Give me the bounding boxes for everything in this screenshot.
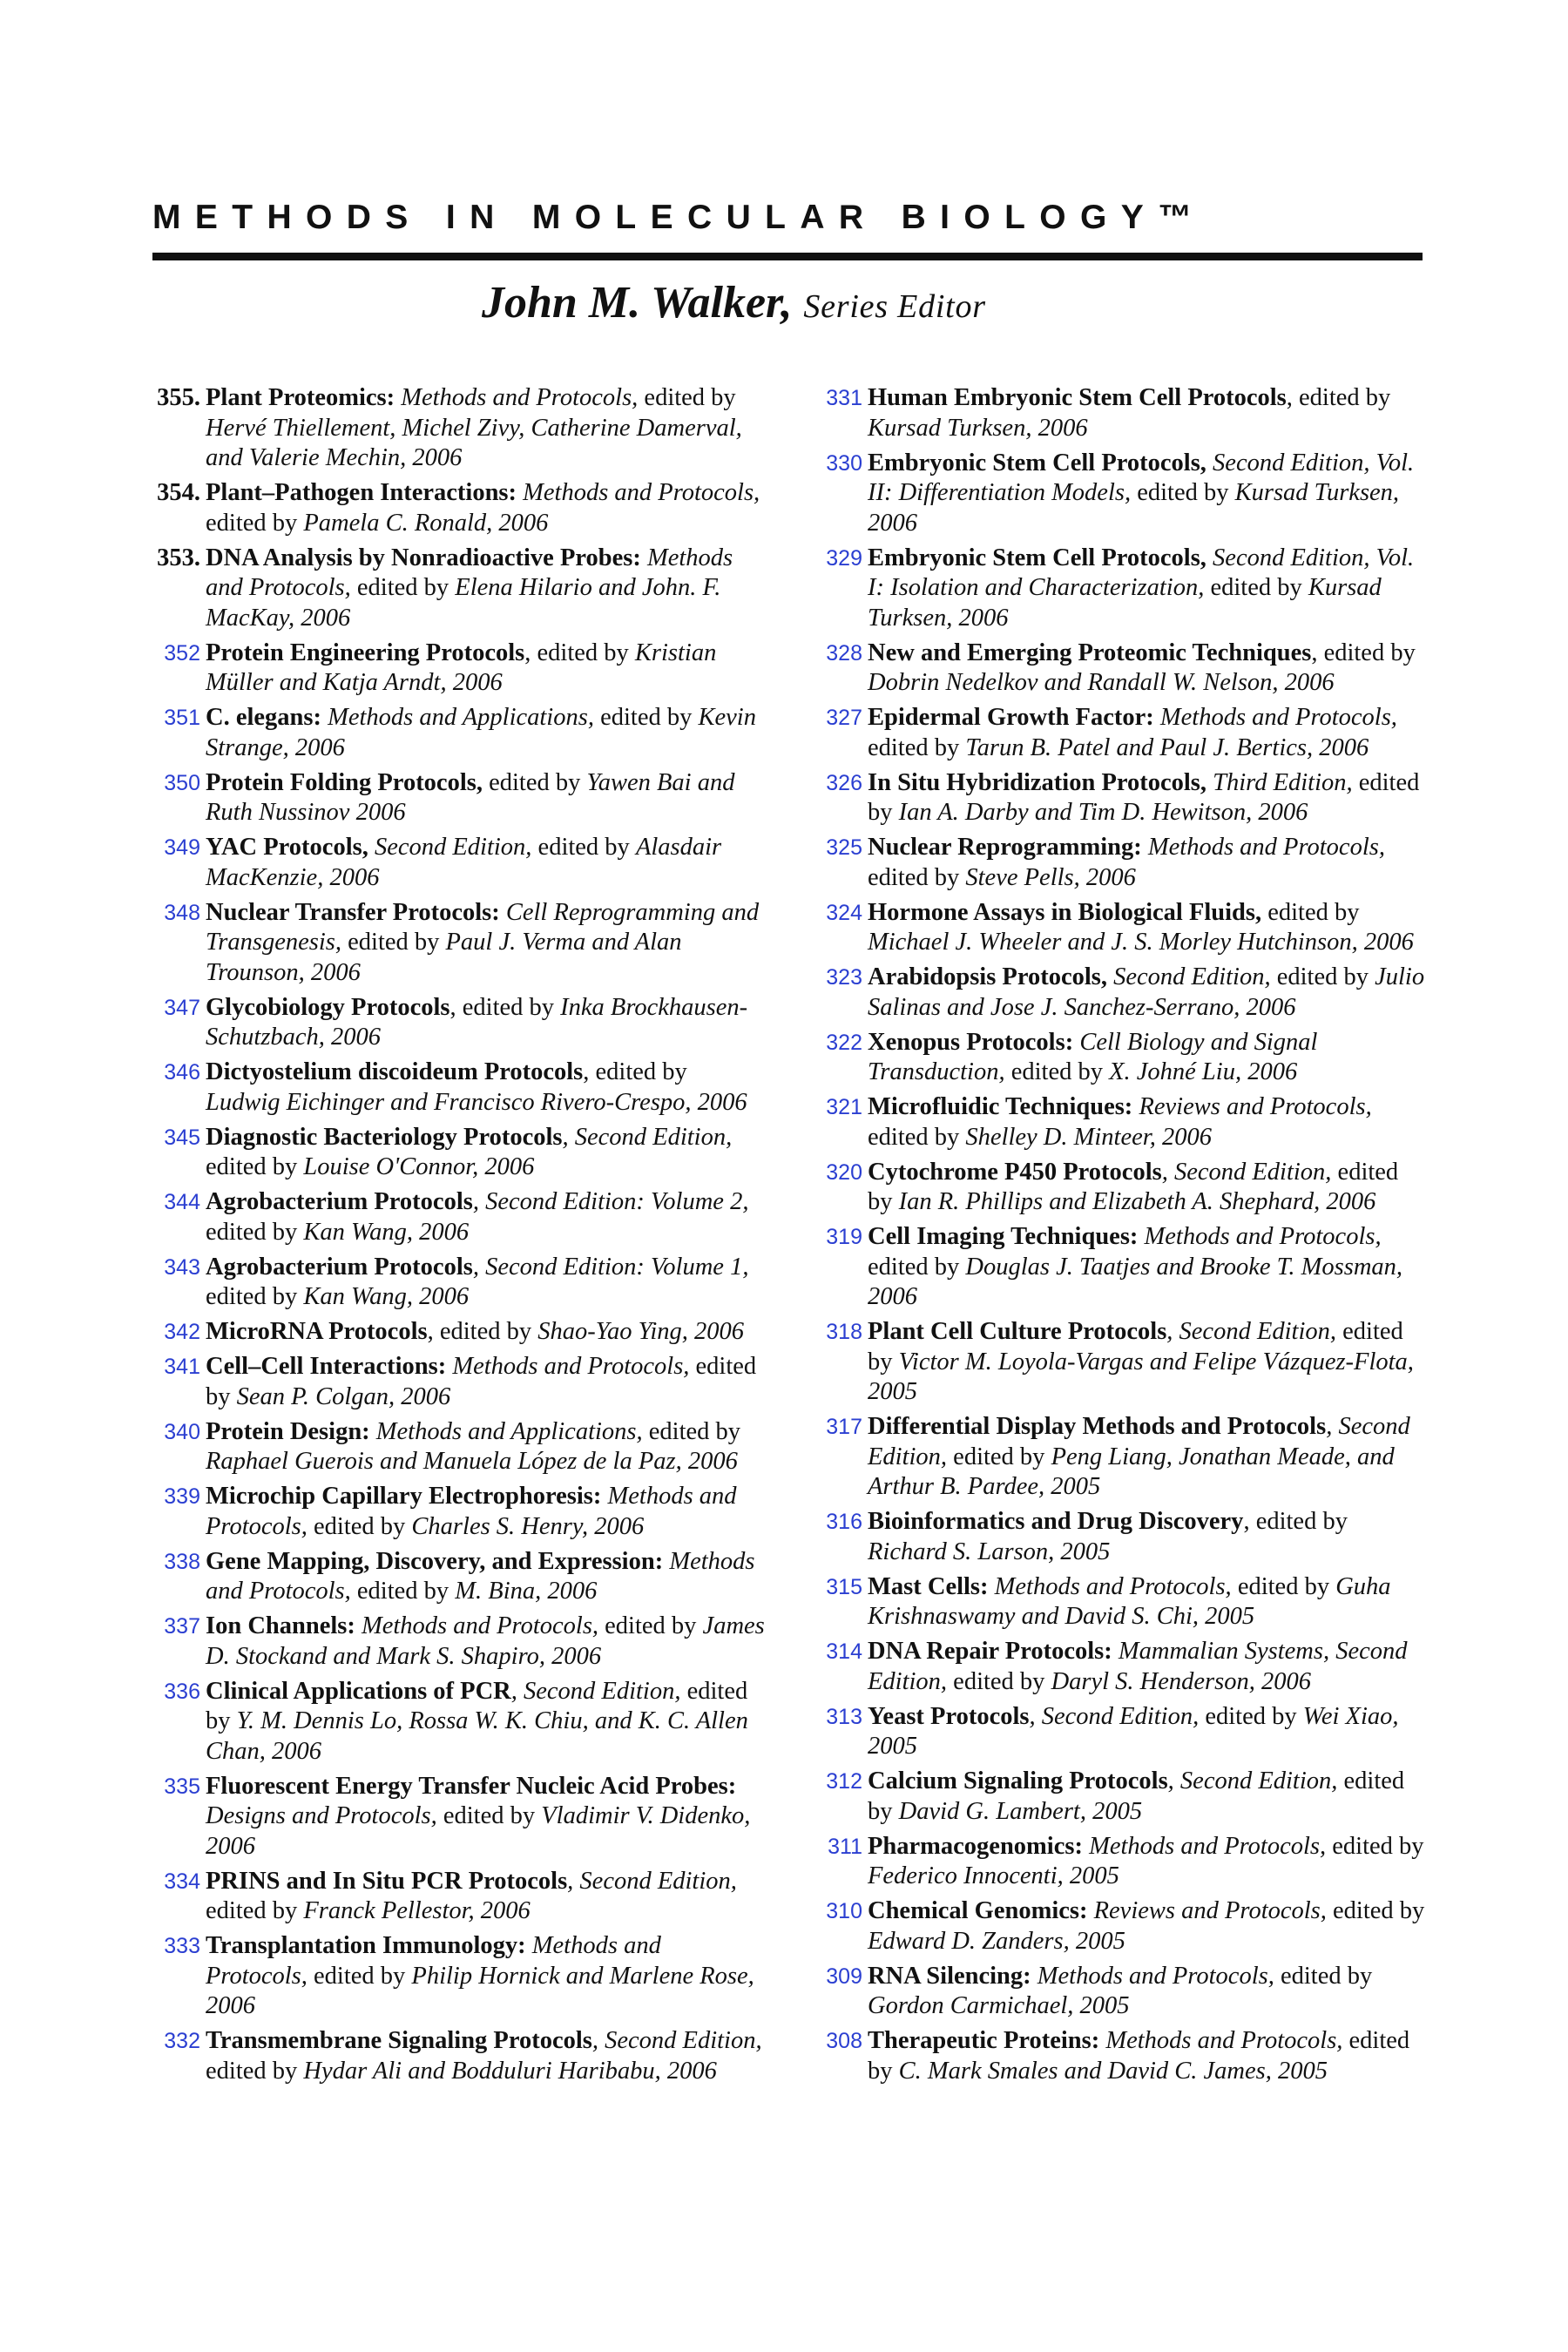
edited-by-label: edited by — [605, 1612, 697, 1639]
volume-editors: Douglas J. Taatjes and Brooke T. Mossman, 2006 — [868, 1253, 1403, 1310]
edited-by-label: edited by — [356, 574, 449, 601]
catalog-entry — [146, 993, 765, 1053]
edited-by-label: edited by — [1137, 479, 1229, 506]
volume-title: DNA Analysis by Nonradioactive Probes: — [206, 544, 641, 571]
volume-title: Agrobacterium Protocols — [206, 1253, 473, 1281]
edited-by-label: edited by — [868, 733, 960, 761]
volume-subtitle: Methods and Applications, — [375, 1417, 643, 1445]
volume-number: 354. — [157, 479, 200, 506]
edited-by-label: edited by — [1237, 1572, 1330, 1600]
volume-subtitle: Mammalian Systems, Second Edition, — [868, 1638, 1408, 1695]
editor-role: Series Editor — [803, 288, 986, 325]
volume-subtitle: Methods and Protocols, — [206, 544, 733, 601]
catalog-entry — [146, 768, 765, 828]
volume-title: Mast Cells: — [868, 1572, 989, 1600]
volume-editors: Kan Wang, 2006 — [303, 1218, 470, 1246]
edited-by-label: edited by — [314, 1962, 406, 1990]
catalog-entry — [808, 2026, 1427, 2086]
volume-editors: Hervé Thiellement, Michel Zivy, Catherine Damerval, and Valerie Mechin, 2006 — [206, 414, 742, 471]
series-editor — [482, 277, 986, 328]
volume-editors: Daryl S. Henderson, 2006 — [1051, 1667, 1311, 1695]
catalog-entry — [146, 639, 765, 699]
catalog-entry — [146, 1253, 765, 1313]
volume-title: Cell Imaging Techniques: — [868, 1223, 1139, 1250]
edited-by-label: edited by — [206, 1153, 298, 1180]
catalog-entry — [146, 2026, 765, 2086]
catalog-entry — [808, 1028, 1427, 1088]
volume-subtitle: , Second Edition, — [1167, 1767, 1338, 1794]
volume-number: 308 — [826, 2029, 862, 2053]
volume-title: Glycobiology Protocols — [206, 993, 450, 1021]
volume-subtitle: Methods and Protocols, — [523, 479, 760, 506]
volume-subtitle: Second Edition, — [1113, 963, 1271, 990]
volume-number: 327 — [826, 706, 862, 730]
volume-title: Embryonic Stem Cell Protocols, — [868, 449, 1206, 476]
volume-title: New and Emerging Proteomic Techniques — [868, 639, 1312, 666]
volume-editors: Elena Hilario and John. F. MacKay, 2006 — [206, 574, 721, 632]
volume-subtitle: , Second Edition, — [562, 1123, 733, 1151]
volume-editors: Victor M. Loyola-Vargas and Felipe Vázquez-Flota, 2005 — [868, 1348, 1414, 1405]
catalog-entry — [146, 703, 765, 763]
series-title: METHODS IN MOLECULAR BIOLOGY™ — [152, 199, 1206, 236]
volume-subtitle: Methods and Protocols, — [206, 1547, 755, 1605]
volume-subtitle: Cell Reprogramming and Transgenesis, — [206, 898, 760, 956]
volume-subtitle: Methods and Protocols, — [1144, 1223, 1382, 1250]
volume-number: 316 — [826, 1510, 862, 1534]
volume-number: 347 — [164, 995, 200, 1020]
catalog-entry — [808, 544, 1427, 634]
volume-number: 320 — [826, 1159, 862, 1185]
volume-editors: Pamela C. Ronald, 2006 — [303, 509, 549, 537]
edited-by-label: , edited by — [449, 993, 555, 1021]
volume-title: Microfluidic Techniques: — [868, 1093, 1133, 1120]
edited-by-label: edited by — [1010, 1058, 1103, 1085]
volume-number: 323 — [826, 965, 862, 990]
edited-by-label: edited by — [206, 1218, 298, 1246]
volume-title: Protein Engineering Protocols — [206, 639, 525, 666]
volume-editors: Sean P. Colgan, 2006 — [236, 1382, 451, 1410]
volume-number: 335 — [164, 1774, 200, 1799]
volume-number: 317 — [826, 1415, 862, 1439]
volume-title: Differential Display Methods and Protocols — [868, 1413, 1327, 1440]
volume-subtitle: Methods and Protocols, — [206, 1483, 737, 1540]
volume-subtitle: Methods and Protocols, — [1037, 1962, 1274, 1990]
catalog-entry — [146, 1547, 765, 1607]
volume-number: 329 — [826, 545, 862, 571]
catalog-entry — [146, 833, 765, 893]
edited-by-label: edited by — [1205, 1702, 1297, 1730]
volume-editors: Ian A. Darby and Tim D. Hewitson, 2006 — [898, 799, 1308, 826]
edited-by-label: , edited by — [1243, 1508, 1348, 1535]
edited-by-label: edited by — [1267, 898, 1360, 926]
volume-title: Chemical Genomics: — [868, 1897, 1088, 1924]
catalog-entry — [808, 383, 1427, 443]
edited-by-label: , edited by — [583, 1058, 687, 1085]
catalog-entry — [146, 1612, 765, 1672]
volume-number: 338 — [164, 1549, 200, 1574]
volume-editors: Ludwig Eichinger and Francisco Rivero-Crespo, 2006 — [206, 1088, 747, 1116]
volume-number: 315 — [826, 1574, 862, 1599]
edited-by-label: edited by — [868, 2027, 1410, 2085]
catalog-entry — [146, 1677, 765, 1767]
catalog-entry — [146, 898, 765, 989]
volume-subtitle: , Second Edition, — [868, 1413, 1410, 1470]
volume-editors: Federico Innocenti, 2005 — [868, 1862, 1119, 1889]
volume-editors: Michael J. Wheeler and J. S. Morley Hutchinson, 2006 — [868, 929, 1414, 956]
catalog-entry — [146, 1867, 765, 1927]
catalog-entry — [146, 544, 765, 634]
volume-title: Plant–Pathogen Interactions: — [206, 479, 517, 506]
catalog-entry — [808, 703, 1427, 763]
volume-subtitle: Second Edition, — [374, 834, 532, 861]
volume-editors: Dobrin Nedelkov and Randall W. Nelson, 2006 — [868, 669, 1335, 696]
volume-title: Dictyostelium discoideum Protocols — [206, 1058, 584, 1085]
edited-by-label: edited by — [953, 1667, 1045, 1695]
volume-title: Plant Cell Culture Protocols — [868, 1318, 1167, 1345]
volume-title: DNA Repair Protocols: — [868, 1638, 1112, 1665]
volume-number: 355. — [157, 384, 200, 411]
edited-by-label: edited by — [868, 1253, 960, 1281]
volume-title: Protein Design: — [206, 1417, 370, 1445]
volume-subtitle: Methods and Protocols, — [1159, 704, 1397, 731]
catalog-entry — [808, 1412, 1427, 1503]
volume-editors: Kursad Turksen, 2006 — [868, 479, 1400, 537]
volume-editors: Kursad Turksen, 2006 — [868, 574, 1382, 632]
edited-by-label: edited by — [868, 863, 960, 891]
catalog-entry — [146, 1352, 765, 1412]
volume-number: 332 — [164, 2029, 200, 2053]
volume-number: 333 — [164, 1934, 200, 1958]
volume-title: Transplantation Immunology: — [206, 1932, 526, 1959]
volume-number: 343 — [164, 1254, 200, 1280]
volume-title: Cell–Cell Interactions: — [206, 1353, 447, 1380]
volume-editors: Louise O'Connor, 2006 — [303, 1153, 535, 1180]
edited-by-label: edited by — [600, 704, 693, 731]
catalog-entry — [146, 1317, 765, 1348]
volume-number: 313 — [826, 1704, 862, 1729]
volume-subtitle: , Second Edition, — [510, 1677, 681, 1705]
volume-number: 344 — [164, 1190, 200, 1214]
volume-subtitle: Methods and Protocols, — [1089, 1832, 1327, 1860]
volume-number: 314 — [826, 1639, 862, 1664]
volume-number: 326 — [826, 770, 862, 795]
volume-number: 345 — [164, 1125, 200, 1150]
catalog-entry — [808, 1092, 1427, 1152]
edited-by-label: edited by — [206, 1283, 298, 1310]
volume-title: Embryonic Stem Cell Protocols, — [868, 544, 1206, 571]
volume-title: Nuclear Transfer Protocols: — [206, 898, 500, 926]
edited-by-label: edited by — [348, 929, 440, 956]
volume-title: Calcium Signaling Protocols — [868, 1767, 1168, 1794]
edited-by-label: edited by — [868, 1158, 1399, 1215]
catalog-entry — [808, 1767, 1427, 1827]
catalog-entry — [808, 1572, 1427, 1632]
volume-subtitle: Methods and Protocols, — [206, 1932, 661, 1990]
volume-editors: Steve Pells, 2006 — [965, 863, 1136, 891]
volume-number: 352 — [164, 640, 200, 666]
volume-number: 310 — [826, 1899, 862, 1923]
edited-by-label: edited by — [489, 768, 581, 796]
edited-by-label: edited by — [206, 509, 298, 537]
volume-number: 330 — [826, 450, 862, 476]
edited-by-label: edited by — [953, 1443, 1045, 1470]
volume-title: C. elegans: — [206, 704, 321, 731]
volume-editors: Y. M. Dennis Lo, Rossa W. K. Chiu, and K. C. Allen Chan, 2006 — [206, 1707, 748, 1765]
catalog-entry — [808, 1832, 1427, 1892]
catalog-entry — [808, 1317, 1427, 1408]
volume-title: In Situ Hybridization Protocols, — [868, 768, 1207, 796]
volume-number: 346 — [164, 1060, 200, 1085]
volume-subtitle: Methods and Applications, — [328, 704, 594, 731]
catalog-entry — [146, 1058, 765, 1118]
catalog-entry — [146, 1187, 765, 1247]
volume-editors: Inka Brockhausen-Schutzbach, 2006 — [206, 993, 748, 1051]
volume-editors: Vladimir V. Didenko, 2006 — [206, 1802, 751, 1860]
edited-by-label: edited by — [1333, 1897, 1425, 1924]
catalog-entry — [146, 1772, 765, 1862]
edited-by-label: edited by — [206, 2057, 298, 2085]
volume-number: 318 — [826, 1320, 862, 1344]
volume-editors: Guha Krishnaswamy and David S. Chi, 2005 — [868, 1572, 1391, 1630]
volume-number: 349 — [164, 835, 200, 860]
volume-number: 339 — [164, 1484, 200, 1509]
volume-subtitle: Designs and Protocols, — [206, 1802, 437, 1829]
volume-number: 309 — [826, 1963, 862, 1989]
volume-title: Epidermal Growth Factor: — [868, 704, 1154, 731]
volume-subtitle: , Second Edition: Volume 2, — [472, 1188, 749, 1215]
edited-by-label: edited by — [206, 1897, 298, 1924]
volume-title: YAC Protocols, — [206, 834, 368, 861]
volume-editors: X. Johné Liu, 2006 — [1109, 1058, 1298, 1085]
volume-title: Transmembrane Signaling Protocols — [206, 2027, 592, 2054]
edited-by-label: edited by — [1210, 574, 1302, 601]
volume-editors: M. Bina, 2006 — [455, 1578, 598, 1605]
volume-title: Ion Channels: — [206, 1612, 355, 1639]
volume-number: 319 — [826, 1225, 862, 1249]
volume-title: Fluorescent Energy Transfer Nucleic Acid Probes: — [206, 1772, 737, 1800]
edited-by-label: edited by — [1276, 963, 1369, 990]
edited-by-label: edited by — [644, 384, 736, 411]
volume-subtitle: Reviews and Protocols, — [1139, 1093, 1372, 1120]
catalog-entry — [146, 1123, 765, 1183]
volume-title: Cytochrome P450 Protocols — [868, 1158, 1162, 1186]
volume-editors: Gordon Carmichael, 2005 — [868, 1992, 1130, 2019]
catalog-entry — [808, 1962, 1427, 2022]
catalog-entry — [808, 1702, 1427, 1762]
volume-subtitle: Methods and Protocols, — [401, 384, 639, 411]
volume-subtitle: Methods and Protocols, — [1147, 834, 1385, 861]
edited-by-label: edited by — [868, 1318, 1403, 1375]
volume-editors: Ian R. Phillips and Elizabeth A. Shephard, 2006 — [898, 1188, 1376, 1215]
volume-editors: C. Mark Smales and David C. James, 2005 — [898, 2057, 1328, 2085]
volume-editors: Yawen Bai and Ruth Nussinov 2006 — [206, 768, 735, 826]
edited-by-label: edited by — [868, 1767, 1405, 1825]
volume-editors: Peng Liang, Jonathan Meade, and Arthur B. Pardee, 2005 — [868, 1443, 1395, 1500]
edited-by-label: edited by — [356, 1578, 449, 1605]
edited-by-label: edited by — [206, 1677, 748, 1734]
volume-subtitle: Reviews and Protocols, — [1093, 1897, 1327, 1924]
volume-editors: Paul J. Verma and Alan Trounson, 2006 — [206, 929, 682, 986]
edited-by-label: edited by — [868, 1123, 960, 1151]
volume-editors: Charles S. Henry, 2006 — [411, 1512, 645, 1540]
catalog-entry — [808, 1896, 1427, 1957]
volume-title: Therapeutic Proteins: — [868, 2027, 1100, 2054]
volume-editors: Wei Xiao, 2005 — [868, 1702, 1399, 1760]
volume-number: 325 — [826, 835, 862, 860]
volume-editors: Kan Wang, 2006 — [303, 1283, 470, 1310]
volume-subtitle: Second Edition, Vol. II: Differentiation Models, — [868, 449, 1415, 506]
catalog-entry — [808, 768, 1427, 828]
volume-number: 336 — [164, 1679, 200, 1704]
volume-number: 342 — [164, 1320, 200, 1344]
volume-title: Yeast Protocols — [868, 1702, 1030, 1730]
title-rule — [152, 253, 1423, 260]
volume-number: 334 — [164, 1869, 200, 1894]
volume-subtitle: , Second Edition, — [567, 1867, 737, 1895]
volume-title: Pharmacogenomics: — [868, 1832, 1083, 1860]
edited-by-label: , edited by — [427, 1318, 532, 1345]
volume-number: 353. — [157, 544, 200, 571]
volume-number: 348 — [164, 900, 200, 925]
edited-by-label: edited by — [537, 834, 630, 861]
catalog-entry — [808, 1222, 1427, 1313]
volume-title: Protein Folding Protocols, — [206, 768, 483, 796]
catalog-entry — [808, 639, 1427, 699]
volume-subtitle: Methods and Protocols, — [361, 1612, 599, 1639]
volume-editors: Kevin Strange, 2006 — [206, 704, 756, 761]
catalog-entry — [146, 1931, 765, 2022]
edited-by-label: , edited by — [1311, 639, 1416, 666]
edited-by-label: edited by — [1332, 1832, 1424, 1860]
catalog-entry — [146, 1482, 765, 1542]
volume-subtitle: Cell Biology and Signal Transduction, — [868, 1028, 1318, 1085]
volume-title: PRINS and In Situ PCR Protocols — [206, 1867, 568, 1895]
edited-by-label: , edited by — [1286, 384, 1391, 411]
catalog-entry — [808, 1158, 1427, 1218]
volume-subtitle: , Second Edition, — [591, 2027, 762, 2054]
volume-number: 341 — [164, 1355, 200, 1379]
volume-subtitle: , Second Edition, — [1161, 1158, 1332, 1186]
volume-subtitle: Methods and Protocols, — [452, 1353, 690, 1380]
volume-title: Plant Proteomics: — [206, 384, 395, 411]
volume-number: 311 — [828, 1834, 862, 1859]
volume-number: 312 — [826, 1769, 862, 1794]
left-column — [146, 383, 765, 2092]
volume-editors: Philip Hornick and Marlene Rose, 2006 — [206, 1962, 754, 2019]
catalog-entry — [808, 449, 1427, 539]
volume-number: 351 — [164, 706, 200, 730]
volume-editors: David G. Lambert, 2005 — [898, 1797, 1143, 1825]
volume-subtitle: , Second Edition, — [1029, 1702, 1200, 1730]
volume-subtitle: Second Edition, Vol. I: Isolation and Characterization, — [868, 544, 1415, 601]
volume-editors: Alasdair MacKenzie, 2006 — [206, 834, 722, 891]
volume-editors: Shao-Yao Ying, 2006 — [537, 1318, 744, 1345]
catalog-entry — [146, 478, 765, 538]
catalog-entry — [808, 963, 1427, 1023]
edited-by-label: edited by — [314, 1512, 406, 1540]
catalog-entry — [808, 1507, 1427, 1567]
volume-subtitle: , Second Edition, — [1166, 1318, 1336, 1345]
volume-title: Gene Mapping, Discovery, and Expression: — [206, 1547, 664, 1575]
catalog-entry — [808, 898, 1427, 958]
edited-by-label: edited by — [1280, 1962, 1373, 1990]
volume-title: Agrobacterium Protocols — [206, 1188, 473, 1215]
volume-number: 322 — [826, 1030, 862, 1055]
volume-editors: Richard S. Larson, 2005 — [868, 1538, 1111, 1565]
volume-subtitle: Third Edition, — [1213, 768, 1353, 796]
volume-editors: Franck Pellestor, 2006 — [303, 1897, 531, 1924]
volume-title: Hormone Assays in Biological Fluids, — [868, 898, 1262, 926]
volume-editors: Raphael Guerois and Manuela López de la Paz, 2006 — [206, 1448, 738, 1475]
volume-title: RNA Silencing: — [868, 1962, 1031, 1990]
volume-title: MicroRNA Protocols — [206, 1318, 428, 1345]
volume-editors: Edward D. Zanders, 2005 — [868, 1927, 1125, 1955]
volume-number: 324 — [826, 900, 862, 925]
volume-subtitle: , Second Edition: Volume 1, — [472, 1253, 749, 1281]
volume-editors: Shelley D. Minteer, 2006 — [965, 1123, 1212, 1151]
volume-title: Microchip Capillary Electrophoresis: — [206, 1483, 602, 1510]
right-column — [808, 383, 1427, 2092]
volume-title: Clinical Applications of PCR — [206, 1677, 511, 1705]
volume-editors: Hydar Ali and Bodduluri Haribabu, 2006 — [303, 2057, 717, 2085]
volume-title: Arabidopsis Protocols, — [868, 963, 1107, 990]
volume-editors: Kursad Turksen, 2006 — [868, 414, 1088, 442]
volume-title: Nuclear Reprogramming: — [868, 834, 1142, 861]
volume-number: 321 — [826, 1095, 862, 1119]
volume-number: 331 — [826, 386, 862, 410]
volume-title: Diagnostic Bacteriology Protocols — [206, 1123, 563, 1151]
catalog-entry — [808, 833, 1427, 893]
volume-number: 328 — [826, 640, 862, 666]
volume-number: 350 — [164, 770, 200, 795]
catalog-entry — [146, 1417, 765, 1477]
catalog-entry — [146, 383, 765, 474]
edited-by-label: edited by — [443, 1802, 536, 1829]
volume-editors: Julio Salinas and Jose J. Sanchez-Serrano, 2006 — [868, 963, 1425, 1021]
edited-by-label: , edited by — [524, 639, 629, 666]
editor-name: John M. Walker, — [482, 278, 793, 328]
volume-subtitle: Methods and Protocols, — [994, 1572, 1232, 1600]
edited-by-label: edited by — [206, 1353, 757, 1410]
volume-number: 340 — [164, 1419, 200, 1444]
volume-subtitle: Methods and Protocols, — [1105, 2027, 1343, 2054]
volume-editors: James D. Stockand and Mark S. Shapiro, 2006 — [206, 1612, 765, 1670]
volume-title: Xenopus Protocols: — [868, 1028, 1074, 1056]
volume-title: Bioinformatics and Drug Discovery — [868, 1508, 1244, 1535]
volume-title: Human Embryonic Stem Cell Protocols — [868, 384, 1287, 411]
edited-by-label: edited by — [868, 768, 1420, 826]
catalog-entry — [808, 1637, 1427, 1697]
edited-by-label: edited by — [648, 1417, 741, 1445]
volume-number: 337 — [164, 1614, 200, 1639]
volume-editors: Tarun B. Patel and Paul J. Bertics, 2006 — [965, 733, 1369, 761]
volume-editors: Kristian Müller and Katja Arndt, 2006 — [206, 639, 717, 696]
